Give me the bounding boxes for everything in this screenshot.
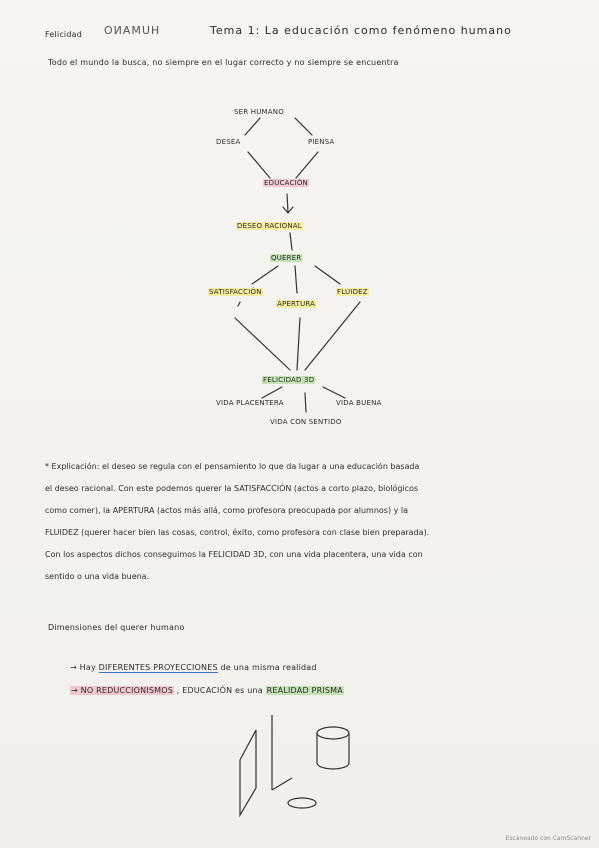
explanation-line: Con los aspectos dichos conseguimos la FELICIDAD 3D, con una vida placentera, una vida con (45, 550, 423, 559)
explanation-line: FLUIDEZ (querer hacer bien las cosas, control, éxito, como profesora con clase bien preparada). (45, 528, 430, 537)
node-piensa: PIENSA (308, 138, 335, 146)
node-apertura (276, 300, 316, 308)
header-mirrored-text: HUMANO (103, 24, 160, 37)
node-felicidad-3d (262, 376, 315, 384)
bullet1-highlight: DIFERENTES PROYECCIONES (98, 663, 218, 672)
node-querer (270, 254, 302, 262)
bullet-proyecciones (70, 663, 317, 672)
node-satisfaccion-text: SATISFACCIÓN (209, 288, 262, 296)
node-educacion-text: EDUCACIÓN (264, 179, 308, 187)
node-ser-humano: SER HUMANO (234, 108, 284, 116)
scanner-watermark: Escaneado con CamScanner (505, 835, 591, 842)
bullet1-prefix: → Hay (70, 663, 96, 672)
node-fluidez (336, 288, 369, 296)
header-left-word: Felicidad (45, 30, 83, 39)
bullet2-middle: , EDUCACIÓN es una (176, 686, 263, 695)
explanation-paragraph (45, 456, 575, 588)
page-title: Tema 1: La educación como fenómeno humano (210, 24, 512, 37)
node-vida-con-sentido: VIDA CON SENTIDO (270, 418, 342, 426)
node-deseo-racional-text: DESEO RACIONAL (237, 222, 302, 230)
explanation-line: * Explicación: el deseo se regula con el pensamiento lo que da lugar a una educación basada (45, 462, 420, 471)
intro-text: Todo el mundo la busca, no siempre en el lugar correcto y no siempre se encuentra (48, 58, 399, 67)
node-vida-buena: VIDA BUENA (336, 399, 382, 407)
node-querer-text: QUERER (271, 254, 302, 262)
bullet-reduccionismos (70, 686, 344, 695)
bullet2-end: REALIDAD PRISMA (266, 686, 343, 695)
explanation-line: sentido o una vida buena. (45, 572, 150, 581)
node-fluidez-text: FLUIDEZ (337, 288, 368, 296)
node-felicidad-3d-text: FELICIDAD 3D (263, 376, 315, 384)
node-deseo-racional (236, 222, 303, 230)
section-title: Dimensiones del querer humano (48, 623, 185, 632)
node-educacion (263, 179, 309, 187)
node-apertura-text: APERTURA (277, 300, 316, 308)
node-desea: DESEA (216, 138, 241, 146)
bullet2-highlight: → NO REDUCCIONISMOS (71, 686, 174, 695)
bullet1-rest: de una misma realidad (220, 663, 317, 672)
node-satisfaccion (208, 288, 263, 296)
node-vida-placentera: VIDA PLACENTERA (216, 399, 284, 407)
explanation-line: el deseo racional. Con este podemos querer la SATISFACCIÓN (actos a corto plazo, biológicos (45, 484, 419, 493)
explanation-line: como comer), la APERTURA (actos más allá, como profesora preocupada por alumnos) y la (45, 506, 409, 515)
